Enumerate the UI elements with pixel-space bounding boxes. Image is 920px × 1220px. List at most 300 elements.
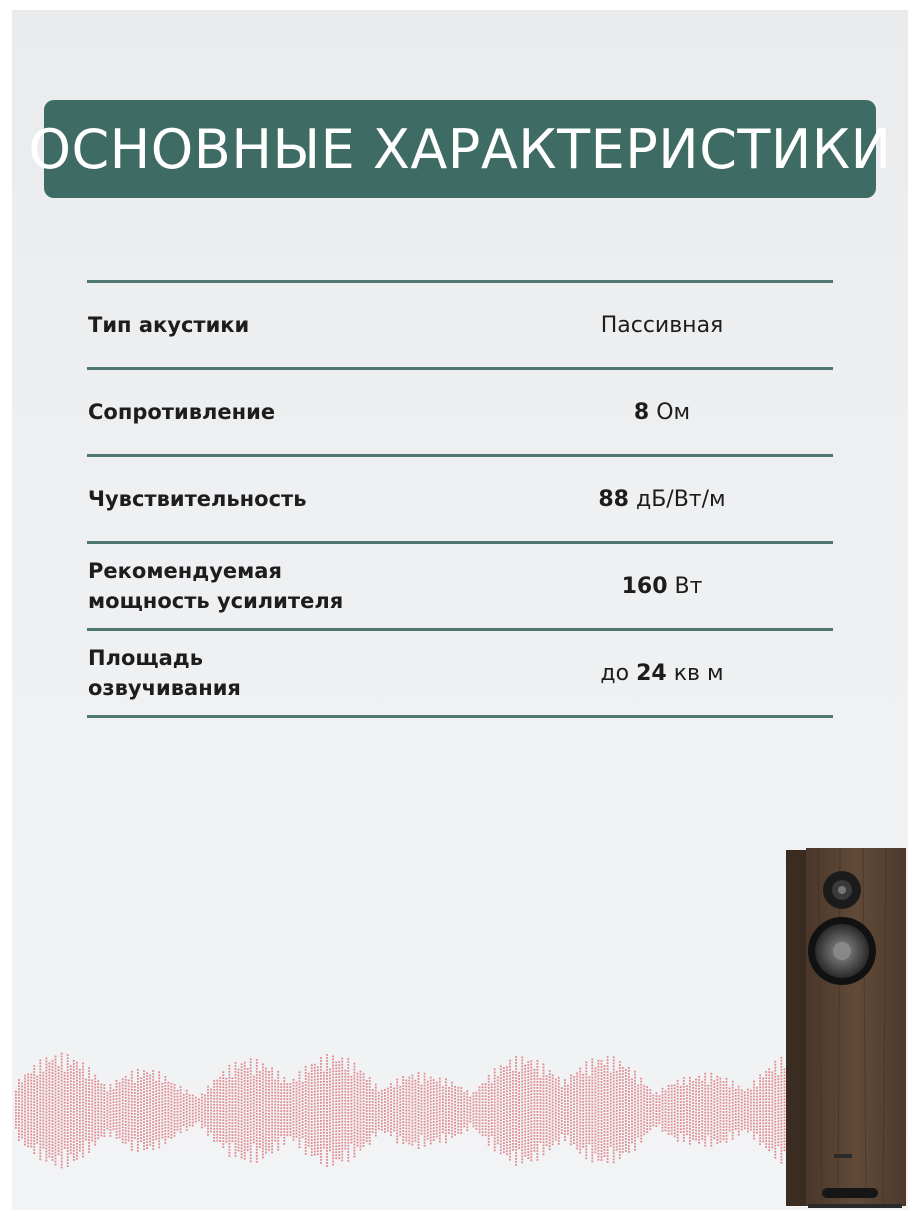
waveform-dot bbox=[61, 1125, 63, 1127]
spec-label: Тип акустики bbox=[88, 313, 250, 337]
waveform-dot bbox=[286, 1116, 288, 1118]
waveform-dot bbox=[347, 1142, 349, 1144]
waveform-dot bbox=[146, 1111, 148, 1113]
waveform-dot bbox=[338, 1076, 340, 1078]
waveform-dot bbox=[500, 1122, 502, 1124]
waveform-dot bbox=[439, 1105, 441, 1107]
waveform-dot bbox=[268, 1113, 270, 1115]
waveform-dot bbox=[55, 1152, 57, 1154]
waveform-dot bbox=[408, 1137, 410, 1139]
waveform-dot bbox=[567, 1127, 569, 1129]
waveform-dot bbox=[549, 1076, 551, 1078]
waveform-dot bbox=[341, 1151, 343, 1153]
waveform-dot bbox=[164, 1100, 166, 1102]
waveform-dot bbox=[183, 1118, 185, 1120]
waveform-dot bbox=[332, 1107, 334, 1109]
waveform-dot bbox=[238, 1078, 240, 1080]
waveform-dot bbox=[146, 1117, 148, 1119]
waveform-dot bbox=[445, 1138, 447, 1140]
waveform-dot bbox=[30, 1107, 32, 1109]
waveform-dot bbox=[152, 1082, 154, 1084]
waveform-dot bbox=[149, 1129, 151, 1131]
waveform-dot bbox=[378, 1107, 380, 1109]
waveform-dot bbox=[244, 1143, 246, 1145]
waveform-dot bbox=[357, 1079, 359, 1081]
waveform-dot bbox=[271, 1152, 273, 1154]
waveform-dot bbox=[113, 1128, 115, 1130]
waveform-dot bbox=[393, 1130, 395, 1132]
waveform-dot bbox=[149, 1111, 151, 1113]
waveform-dot bbox=[396, 1079, 398, 1081]
waveform-dot bbox=[518, 1141, 520, 1143]
waveform-dot bbox=[332, 1152, 334, 1154]
waveform-dot bbox=[637, 1100, 639, 1102]
waveform-dot bbox=[229, 1146, 231, 1148]
waveform-dot bbox=[201, 1094, 203, 1096]
waveform-dot bbox=[49, 1063, 51, 1065]
waveform-dot bbox=[479, 1087, 481, 1089]
waveform-dot bbox=[595, 1109, 597, 1111]
waveform-dot bbox=[33, 1116, 35, 1118]
waveform-dot bbox=[15, 1118, 17, 1120]
waveform-dot bbox=[585, 1121, 587, 1123]
waveform-dot bbox=[604, 1071, 606, 1073]
waveform-dot bbox=[555, 1118, 557, 1120]
waveform-dot bbox=[18, 1100, 20, 1102]
waveform-dot bbox=[610, 1109, 612, 1111]
waveform-dot bbox=[643, 1106, 645, 1108]
waveform-dot bbox=[619, 1109, 621, 1111]
waveform-dot bbox=[241, 1087, 243, 1089]
waveform-dot bbox=[213, 1113, 215, 1115]
waveform-dot bbox=[241, 1153, 243, 1155]
waveform-dot bbox=[36, 1085, 38, 1087]
waveform-dot bbox=[67, 1114, 69, 1116]
waveform-dot bbox=[88, 1103, 90, 1105]
waveform-dot bbox=[73, 1102, 75, 1104]
waveform-dot bbox=[335, 1136, 337, 1138]
waveform-dot bbox=[262, 1124, 264, 1126]
waveform-dot bbox=[61, 1107, 63, 1109]
waveform-dot bbox=[485, 1122, 487, 1124]
waveform-dot bbox=[427, 1108, 429, 1110]
waveform-dot bbox=[344, 1142, 346, 1144]
waveform-dot bbox=[247, 1116, 249, 1118]
waveform-dot bbox=[219, 1113, 221, 1115]
waveform-dot bbox=[558, 1125, 560, 1127]
waveform-dot bbox=[491, 1101, 493, 1103]
waveform-dot bbox=[244, 1089, 246, 1091]
waveform-dot bbox=[33, 1149, 35, 1151]
waveform-dot bbox=[305, 1066, 307, 1068]
waveform-dot bbox=[137, 1135, 139, 1137]
waveform-dot bbox=[451, 1112, 453, 1114]
waveform-dot bbox=[604, 1074, 606, 1076]
waveform-dot bbox=[222, 1122, 224, 1124]
waveform-dot bbox=[308, 1088, 310, 1090]
waveform-dot bbox=[628, 1079, 630, 1081]
waveform-dot bbox=[357, 1076, 359, 1078]
waveform-dot bbox=[366, 1137, 368, 1139]
waveform-dot bbox=[27, 1106, 29, 1108]
waveform-dot bbox=[174, 1114, 176, 1116]
waveform-dot bbox=[168, 1133, 170, 1135]
waveform-dot bbox=[454, 1101, 456, 1103]
waveform-dot bbox=[570, 1113, 572, 1115]
waveform-dot bbox=[408, 1116, 410, 1118]
waveform-dot bbox=[338, 1154, 340, 1156]
waveform-dot bbox=[619, 1115, 621, 1117]
waveform-dot bbox=[418, 1075, 420, 1077]
waveform-dot bbox=[244, 1146, 246, 1148]
waveform-dot bbox=[216, 1110, 218, 1112]
waveform-dot bbox=[402, 1094, 404, 1096]
waveform-dot bbox=[70, 1143, 72, 1145]
waveform-dot bbox=[509, 1099, 511, 1101]
waveform-dot bbox=[476, 1095, 478, 1097]
waveform-dot bbox=[299, 1131, 301, 1133]
waveform-dot bbox=[512, 1143, 514, 1145]
waveform-dot bbox=[543, 1121, 545, 1123]
waveform-dot bbox=[573, 1130, 575, 1132]
waveform-dot bbox=[357, 1115, 359, 1117]
waveform-dot bbox=[454, 1134, 456, 1136]
waveform-dot bbox=[549, 1088, 551, 1090]
waveform-dot bbox=[259, 1077, 261, 1079]
waveform-dot bbox=[290, 1110, 292, 1112]
waveform-dot bbox=[598, 1072, 600, 1074]
waveform-dot bbox=[76, 1110, 78, 1112]
waveform-dot bbox=[107, 1092, 109, 1094]
waveform-dot bbox=[97, 1122, 99, 1124]
waveform-dot bbox=[88, 1151, 90, 1153]
waveform-dot bbox=[33, 1137, 35, 1139]
waveform-dot bbox=[338, 1100, 340, 1102]
waveform-dot bbox=[46, 1109, 48, 1111]
waveform-dot bbox=[24, 1138, 26, 1140]
waveform-dot bbox=[347, 1115, 349, 1117]
waveform-dot bbox=[161, 1137, 163, 1139]
waveform-dot bbox=[73, 1147, 75, 1149]
waveform-dot bbox=[628, 1094, 630, 1096]
waveform-dot bbox=[552, 1081, 554, 1083]
waveform-dot bbox=[137, 1084, 139, 1086]
waveform-dot bbox=[229, 1095, 231, 1097]
waveform-dot bbox=[567, 1085, 569, 1087]
waveform-dot bbox=[265, 1143, 267, 1145]
waveform-dot bbox=[534, 1096, 536, 1098]
waveform-dot bbox=[100, 1090, 102, 1092]
waveform-dot bbox=[412, 1138, 414, 1140]
waveform-dot bbox=[39, 1080, 41, 1082]
waveform-dot bbox=[244, 1140, 246, 1142]
waveform-dot bbox=[585, 1085, 587, 1087]
waveform-dot bbox=[232, 1107, 234, 1109]
waveform-dot bbox=[634, 1089, 636, 1091]
waveform-dot bbox=[390, 1104, 392, 1106]
waveform-dot bbox=[521, 1129, 523, 1131]
waveform-dot bbox=[497, 1118, 499, 1120]
waveform-dot bbox=[543, 1124, 545, 1126]
waveform-dot bbox=[415, 1137, 417, 1139]
waveform-dot bbox=[390, 1095, 392, 1097]
waveform-dot bbox=[494, 1135, 496, 1137]
waveform-dot bbox=[27, 1139, 29, 1141]
waveform-dot bbox=[341, 1088, 343, 1090]
waveform-dot bbox=[82, 1105, 84, 1107]
waveform-dot bbox=[103, 1120, 105, 1122]
waveform-dot bbox=[225, 1126, 227, 1128]
waveform-dot bbox=[570, 1077, 572, 1079]
waveform-dot bbox=[18, 1094, 20, 1096]
waveform-dot bbox=[152, 1109, 154, 1111]
waveform-dot bbox=[55, 1116, 57, 1118]
waveform-dot bbox=[427, 1129, 429, 1131]
waveform-dot bbox=[265, 1098, 267, 1100]
waveform-dot bbox=[341, 1070, 343, 1072]
waveform-dot bbox=[622, 1100, 624, 1102]
waveform-dot bbox=[384, 1095, 386, 1097]
waveform-dot bbox=[543, 1139, 545, 1141]
waveform-dot bbox=[296, 1082, 298, 1084]
waveform-dot bbox=[335, 1154, 337, 1156]
waveform-dot bbox=[329, 1072, 331, 1074]
waveform-dot bbox=[238, 1093, 240, 1095]
waveform-dot bbox=[97, 1083, 99, 1085]
waveform-dot bbox=[225, 1114, 227, 1116]
waveform-dot bbox=[119, 1116, 121, 1118]
waveform-dot bbox=[36, 1133, 38, 1135]
waveform-dot bbox=[326, 1114, 328, 1116]
waveform-dot bbox=[189, 1119, 191, 1121]
waveform-dot bbox=[640, 1114, 642, 1116]
waveform-dot bbox=[55, 1083, 57, 1085]
waveform-dot bbox=[607, 1143, 609, 1145]
waveform-dot bbox=[241, 1138, 243, 1140]
waveform-dot bbox=[85, 1139, 87, 1141]
waveform-dot bbox=[116, 1104, 118, 1106]
waveform-dot bbox=[119, 1086, 121, 1088]
waveform-dot bbox=[595, 1082, 597, 1084]
waveform-dot bbox=[174, 1120, 176, 1122]
waveform-dot bbox=[582, 1110, 584, 1112]
waveform-dot bbox=[439, 1120, 441, 1122]
waveform-dot bbox=[561, 1123, 563, 1125]
waveform-dot bbox=[110, 1120, 112, 1122]
waveform-dot bbox=[463, 1125, 465, 1127]
waveform-dot bbox=[326, 1159, 328, 1161]
waveform-dot bbox=[625, 1105, 627, 1107]
waveform-dot bbox=[375, 1117, 377, 1119]
waveform-dot bbox=[573, 1088, 575, 1090]
waveform-dot bbox=[567, 1121, 569, 1123]
waveform-dot bbox=[134, 1107, 136, 1109]
waveform-dot bbox=[116, 1092, 118, 1094]
waveform-dot bbox=[24, 1102, 26, 1104]
waveform-dot bbox=[229, 1149, 231, 1151]
waveform-dot bbox=[430, 1083, 432, 1085]
waveform-dot bbox=[70, 1077, 72, 1079]
waveform-dot bbox=[36, 1121, 38, 1123]
waveform-dot bbox=[314, 1103, 316, 1105]
waveform-dot bbox=[524, 1107, 526, 1109]
waveform-dot bbox=[250, 1145, 252, 1147]
waveform-dot bbox=[61, 1116, 63, 1118]
waveform-dot bbox=[219, 1077, 221, 1079]
waveform-dot bbox=[262, 1064, 264, 1066]
waveform-dot bbox=[52, 1153, 54, 1155]
waveform-dot bbox=[265, 1068, 267, 1070]
waveform-dot bbox=[24, 1081, 26, 1083]
waveform-dot bbox=[271, 1134, 273, 1136]
waveform-dot bbox=[338, 1103, 340, 1105]
waveform-dot bbox=[152, 1133, 154, 1135]
waveform-dot bbox=[39, 1134, 41, 1136]
waveform-dot bbox=[351, 1094, 353, 1096]
waveform-dot bbox=[91, 1122, 93, 1124]
waveform-dot bbox=[222, 1146, 224, 1148]
waveform-dot bbox=[427, 1081, 429, 1083]
waveform-dot bbox=[601, 1147, 603, 1149]
waveform-dot bbox=[73, 1141, 75, 1143]
waveform-dot bbox=[347, 1127, 349, 1129]
waveform-dot bbox=[338, 1088, 340, 1090]
waveform-dot bbox=[277, 1098, 279, 1100]
waveform-dot bbox=[335, 1118, 337, 1120]
waveform-dot bbox=[302, 1109, 304, 1111]
waveform-dot bbox=[79, 1123, 81, 1125]
waveform-dot bbox=[637, 1133, 639, 1135]
waveform-dot bbox=[79, 1075, 81, 1077]
waveform-dot bbox=[195, 1097, 197, 1099]
waveform-dot bbox=[128, 1080, 130, 1082]
waveform-dot bbox=[613, 1084, 615, 1086]
waveform-dot bbox=[323, 1108, 325, 1110]
waveform-dot bbox=[591, 1155, 593, 1157]
waveform-dot bbox=[85, 1136, 87, 1138]
waveform-dot bbox=[238, 1138, 240, 1140]
waveform-dot bbox=[52, 1087, 54, 1089]
waveform-dot bbox=[277, 1095, 279, 1097]
waveform-dot bbox=[418, 1105, 420, 1107]
waveform-dot bbox=[171, 1098, 173, 1100]
waveform-dot bbox=[219, 1122, 221, 1124]
waveform-dot bbox=[344, 1130, 346, 1132]
waveform-dot bbox=[225, 1084, 227, 1086]
waveform-dot bbox=[573, 1115, 575, 1117]
waveform-dot bbox=[491, 1089, 493, 1091]
waveform-dot bbox=[527, 1142, 529, 1144]
waveform-dot bbox=[634, 1125, 636, 1127]
waveform-dot bbox=[323, 1135, 325, 1137]
waveform-dot bbox=[601, 1123, 603, 1125]
waveform-dot bbox=[143, 1085, 145, 1087]
waveform-dot bbox=[518, 1117, 520, 1119]
waveform-dot bbox=[290, 1083, 292, 1085]
waveform-dot bbox=[97, 1113, 99, 1115]
waveform-dot bbox=[500, 1080, 502, 1082]
waveform-dot bbox=[567, 1106, 569, 1108]
waveform-dot bbox=[280, 1104, 282, 1106]
waveform-dot bbox=[412, 1102, 414, 1104]
waveform-dot bbox=[271, 1068, 273, 1070]
waveform-dot bbox=[360, 1137, 362, 1139]
waveform-dot bbox=[473, 1113, 475, 1115]
waveform-dot bbox=[30, 1086, 32, 1088]
waveform-dot bbox=[33, 1143, 35, 1145]
waveform-dot bbox=[613, 1063, 615, 1065]
waveform-dot bbox=[235, 1131, 237, 1133]
waveform-dot bbox=[103, 1096, 105, 1098]
waveform-dot bbox=[399, 1092, 401, 1094]
waveform-dot bbox=[537, 1129, 539, 1131]
waveform-dot bbox=[265, 1149, 267, 1151]
waveform-dot bbox=[103, 1084, 105, 1086]
waveform-dot bbox=[329, 1108, 331, 1110]
waveform-dot bbox=[271, 1131, 273, 1133]
waveform-dot bbox=[268, 1110, 270, 1112]
waveform-dot bbox=[222, 1140, 224, 1142]
waveform-dot bbox=[634, 1134, 636, 1136]
waveform-dot bbox=[174, 1087, 176, 1089]
waveform-dot bbox=[82, 1126, 84, 1128]
waveform-dot bbox=[476, 1128, 478, 1130]
waveform-dot bbox=[466, 1111, 468, 1113]
waveform-dot bbox=[515, 1095, 517, 1097]
waveform-dot bbox=[67, 1054, 69, 1056]
waveform-dot bbox=[137, 1111, 139, 1113]
waveform-dot bbox=[506, 1105, 508, 1107]
waveform-dot bbox=[534, 1099, 536, 1101]
waveform-dot bbox=[387, 1109, 389, 1111]
waveform-dot bbox=[460, 1123, 462, 1125]
waveform-dot bbox=[229, 1080, 231, 1082]
waveform-dot bbox=[137, 1087, 139, 1089]
waveform-dot bbox=[256, 1149, 258, 1151]
waveform-dot bbox=[332, 1149, 334, 1151]
waveform-dot bbox=[576, 1124, 578, 1126]
waveform-dot bbox=[119, 1122, 121, 1124]
waveform-dot bbox=[601, 1159, 603, 1161]
waveform-dot bbox=[363, 1124, 365, 1126]
waveform-dot bbox=[219, 1080, 221, 1082]
waveform-dot bbox=[485, 1086, 487, 1088]
waveform-dot bbox=[125, 1103, 127, 1105]
waveform-dot bbox=[39, 1116, 41, 1118]
waveform-dot bbox=[363, 1082, 365, 1084]
waveform-dot bbox=[448, 1108, 450, 1110]
waveform-dot bbox=[317, 1147, 319, 1149]
waveform-dot bbox=[506, 1120, 508, 1122]
waveform-dot bbox=[27, 1124, 29, 1126]
waveform-dot bbox=[219, 1119, 221, 1121]
waveform-dot bbox=[573, 1082, 575, 1084]
waveform-dot bbox=[613, 1078, 615, 1080]
waveform-dot bbox=[277, 1077, 279, 1079]
waveform-dot bbox=[88, 1112, 90, 1114]
waveform-dot bbox=[274, 1092, 276, 1094]
waveform-dot bbox=[238, 1081, 240, 1083]
waveform-dot bbox=[384, 1119, 386, 1121]
waveform-dot bbox=[442, 1104, 444, 1106]
waveform-dot bbox=[573, 1097, 575, 1099]
waveform-dot bbox=[140, 1089, 142, 1091]
waveform-dot bbox=[515, 1062, 517, 1064]
waveform-dot bbox=[549, 1100, 551, 1102]
waveform-dot bbox=[549, 1112, 551, 1114]
waveform-dot bbox=[503, 1109, 505, 1111]
waveform-dot bbox=[174, 1102, 176, 1104]
